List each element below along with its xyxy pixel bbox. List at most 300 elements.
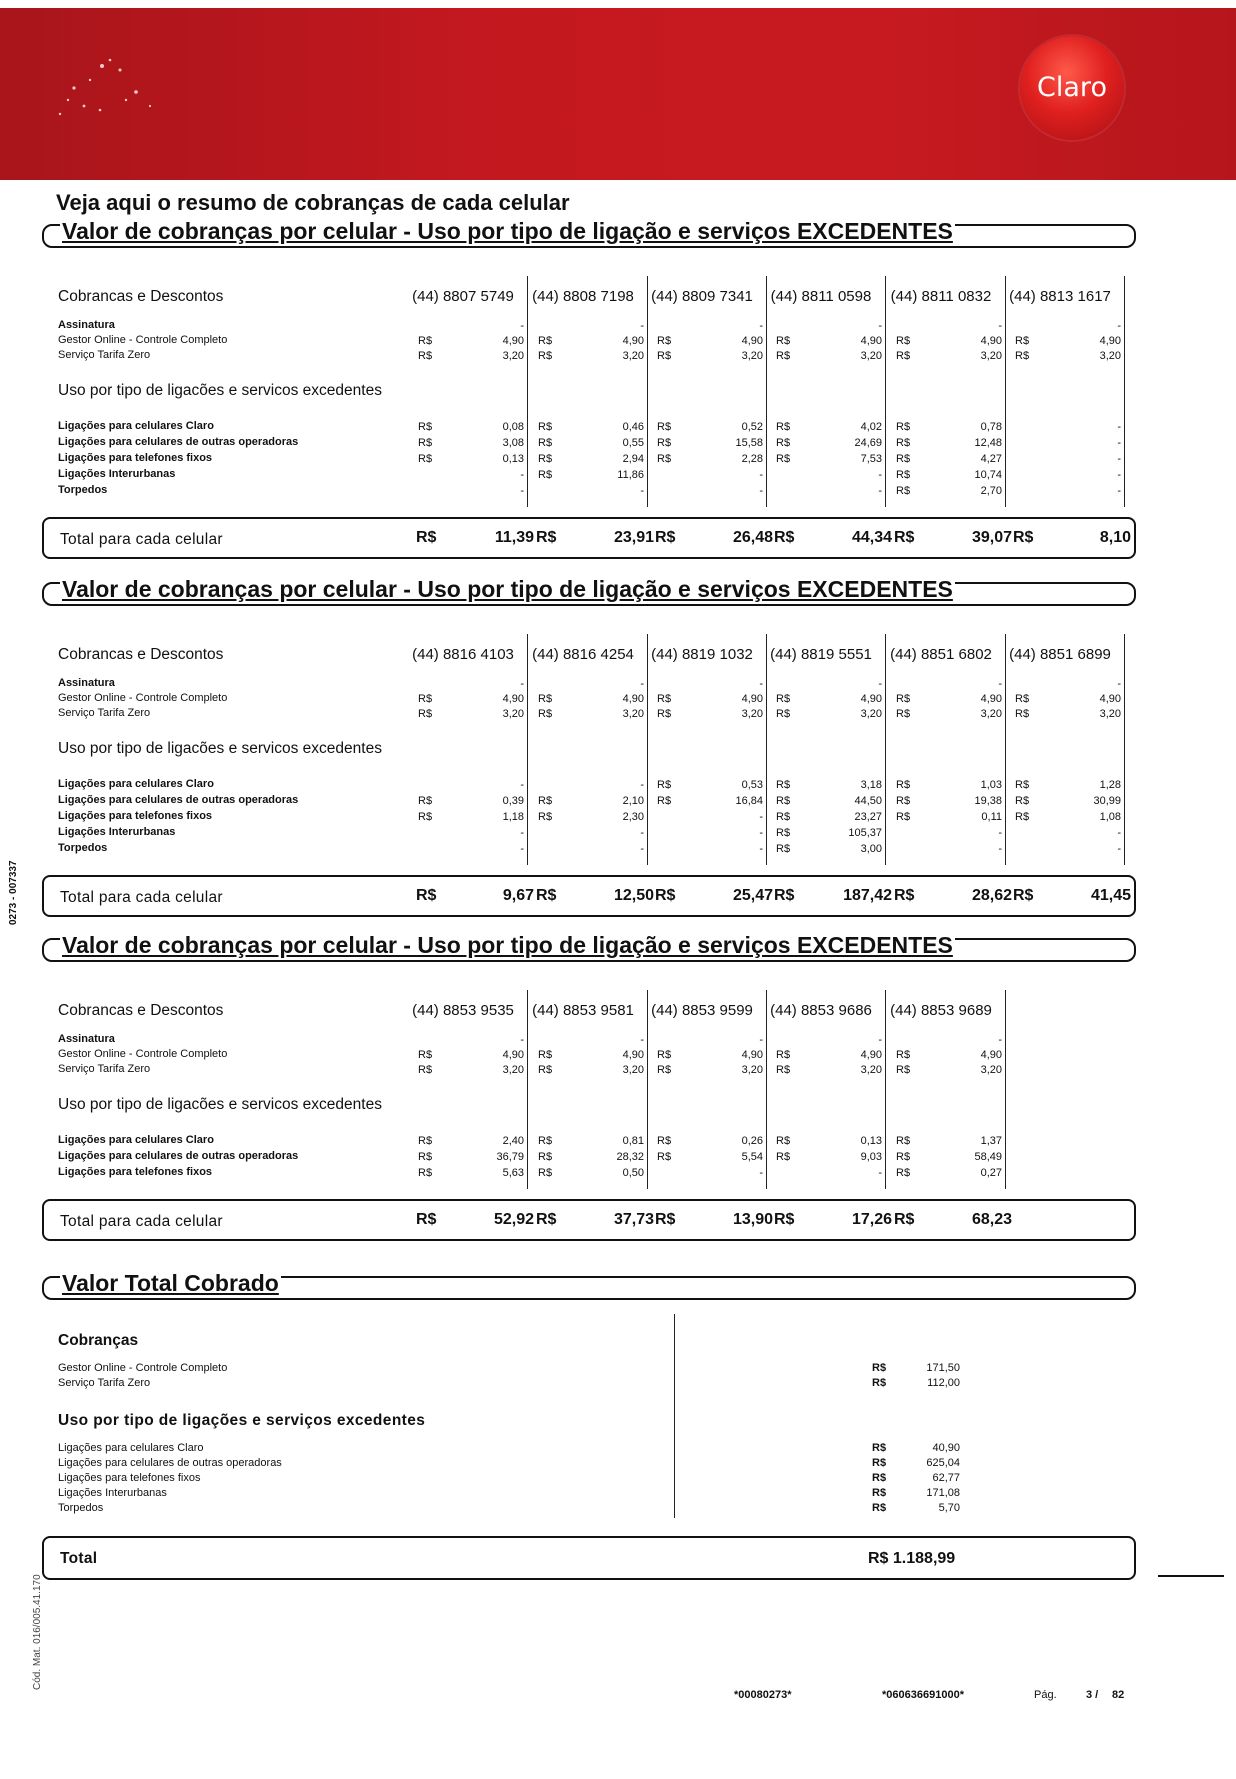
currency-symbol: R$ <box>538 1167 553 1179</box>
usage-value-cell <box>896 1135 1002 1149</box>
usage-value-cell <box>418 469 524 483</box>
amount: - <box>640 827 644 839</box>
amount: - <box>759 1034 763 1046</box>
column-divider <box>1124 276 1125 507</box>
usage-value-cell <box>538 469 644 483</box>
top-value-cell <box>1015 335 1121 349</box>
currency-symbol: R$ <box>538 811 553 823</box>
amount: - <box>520 320 524 332</box>
usage-value-cell <box>538 1151 644 1165</box>
total-amount: 44,34 <box>851 529 892 546</box>
row-label: Assinatura <box>58 319 115 331</box>
currency-symbol: R$ <box>418 1064 433 1076</box>
amount: 105,37 <box>848 827 882 839</box>
amount: 4,90 <box>860 1049 882 1061</box>
top-value-cell <box>776 678 882 692</box>
top-value-cell <box>418 708 524 722</box>
top-value-cell <box>896 320 1002 334</box>
currency-symbol: R$ <box>776 1135 791 1147</box>
row-label: Serviço Tarifa Zero <box>58 349 151 361</box>
phone-number: (44) 8853 9535 <box>412 1002 514 1019</box>
row-label: Serviço Tarifa Zero <box>58 707 151 719</box>
currency-symbol: R$ <box>657 1064 672 1076</box>
phone-number: (44) 8851 6899 <box>1009 646 1111 663</box>
usage-value-cell <box>657 843 763 857</box>
usage-row-label: Torpedos <box>58 484 108 496</box>
currency-symbol: R$ <box>896 708 911 720</box>
column-divider <box>885 634 886 865</box>
usage-value-cell <box>776 811 882 825</box>
column-divider <box>766 990 767 1189</box>
currency-symbol: R$ <box>418 708 433 720</box>
total-currency: R$ <box>655 1211 676 1228</box>
total-currency: R$ <box>774 529 795 546</box>
usage-value-cell <box>896 779 1002 793</box>
total-amount: 37,73 <box>613 1211 654 1228</box>
amount: - <box>1117 469 1121 481</box>
top-value-cell <box>776 708 882 722</box>
usage-value-cell <box>776 1135 882 1149</box>
currency-symbol: R$ <box>776 827 791 839</box>
top-value-cell <box>418 320 524 334</box>
amount: 0,53 <box>741 779 763 791</box>
amount: - <box>640 485 644 497</box>
amount: - <box>998 827 1002 839</box>
amount: 0,13 <box>502 453 524 465</box>
currency-symbol: R$ <box>538 795 553 807</box>
usage-subtitle: Uso por tipo de ligacões e servicos excedentes <box>58 1096 382 1113</box>
currency-symbol: R$ <box>657 1135 672 1147</box>
total-currency: R$ <box>894 1211 915 1228</box>
usage-row-label: Ligações para celulares de outras operadoras <box>58 1150 299 1162</box>
total-cell <box>536 887 654 907</box>
total-currency: R$ <box>416 529 437 546</box>
top-value-cell <box>776 1064 882 1078</box>
top-value-cell <box>1015 350 1121 364</box>
total-cell <box>655 1211 773 1231</box>
top-value-cell <box>538 693 644 707</box>
currency-symbol: R$ <box>538 350 553 362</box>
currency-symbol: R$ <box>538 708 553 720</box>
summary-header <box>42 1270 1136 1300</box>
column-divider <box>766 276 767 507</box>
amount: - <box>1117 678 1121 690</box>
total-currency: R$ <box>894 529 915 546</box>
usage-value-cell <box>657 1167 763 1181</box>
total-box <box>42 517 1136 559</box>
amount: - <box>640 1034 644 1046</box>
top-value-cell <box>418 1064 524 1078</box>
amount: 4,27 <box>980 453 1002 465</box>
total-cell <box>774 1211 892 1231</box>
usage-value-cell <box>1015 421 1121 435</box>
summary-row-currency: R$ <box>872 1457 887 1469</box>
summary-total-value: R$ 1.188,99 <box>868 1550 956 1567</box>
usage-value-cell <box>657 795 763 809</box>
currency-symbol: R$ <box>896 437 911 449</box>
total-currency: R$ <box>774 1211 795 1228</box>
amount: 0,26 <box>741 1135 763 1147</box>
total-amount: 26,48 <box>732 529 773 546</box>
total-cell <box>416 887 534 907</box>
summary-row-label: Ligações Interurbanas <box>58 1487 167 1499</box>
usage-value-cell <box>538 453 644 467</box>
amount: 24,69 <box>854 437 882 449</box>
currency-symbol: R$ <box>896 1167 911 1179</box>
total-box <box>42 875 1136 917</box>
top-value-cell <box>1015 320 1121 334</box>
currency-symbol: R$ <box>657 453 672 465</box>
amount: 4,90 <box>622 335 644 347</box>
amount: 4,90 <box>1099 693 1121 705</box>
total-cell <box>774 887 892 907</box>
amount: 0,52 <box>741 421 763 433</box>
amount: 4,90 <box>1099 335 1121 347</box>
currency-symbol: R$ <box>776 437 791 449</box>
summary-row-currency: R$ <box>872 1377 887 1389</box>
usage-value-cell <box>657 811 763 825</box>
phone-number: (44) 8819 1032 <box>651 646 753 663</box>
summary-section <box>42 1270 1136 1580</box>
category-label: Cobrancas e Descontos <box>58 646 224 663</box>
amount: 16,84 <box>735 795 763 807</box>
amount: 7,53 <box>860 453 882 465</box>
usage-row-label: Ligações para telefones fixos <box>58 452 213 464</box>
phone-number: (44) 8813 1617 <box>1009 288 1111 305</box>
summary-total-box <box>42 1536 1136 1580</box>
section-title: Valor de cobranças por celular - Uso por tipo de ligação e serviços EXCEDENTES <box>62 932 953 958</box>
total-amount: 13,90 <box>732 1211 773 1228</box>
amount: 15,58 <box>735 437 763 449</box>
currency-symbol: R$ <box>418 693 433 705</box>
footer-page-label: Pág. <box>1034 1689 1057 1701</box>
amount: 44,50 <box>854 795 882 807</box>
summary-row-currency: R$ <box>872 1472 887 1484</box>
amount: - <box>759 1167 763 1179</box>
usage-value-cell <box>776 421 882 435</box>
total-cell <box>894 1211 1012 1231</box>
currency-symbol: R$ <box>657 421 672 433</box>
currency-symbol: R$ <box>538 421 553 433</box>
usage-value-cell <box>1015 469 1121 483</box>
currency-symbol: R$ <box>896 421 911 433</box>
currency-symbol: R$ <box>896 1049 911 1061</box>
total-cell <box>416 529 534 549</box>
top-value-cell <box>657 335 763 349</box>
amount: - <box>998 320 1002 332</box>
usage-value-cell <box>418 1167 524 1181</box>
amount: - <box>640 678 644 690</box>
usage-value-cell <box>657 437 763 451</box>
usage-value-cell <box>776 485 882 499</box>
usage-value-cell <box>776 1151 882 1165</box>
currency-symbol: R$ <box>896 1151 911 1163</box>
usage-value-cell <box>896 795 1002 809</box>
usage-value-cell <box>896 469 1002 483</box>
top-value-cell <box>776 320 882 334</box>
amount: - <box>759 485 763 497</box>
usage-value-cell <box>538 421 644 435</box>
currency-symbol: R$ <box>776 693 791 705</box>
amount: 10,74 <box>974 469 1002 481</box>
total-cell <box>1013 529 1131 549</box>
usage-subtitle: Uso por tipo de ligacões e servicos excedentes <box>58 382 382 399</box>
phone-number: (44) 8809 7341 <box>651 288 753 305</box>
amount: 3,20 <box>622 350 644 362</box>
amount: - <box>998 678 1002 690</box>
amount: 3,20 <box>622 1064 644 1076</box>
usage-row-label: Ligações para celulares Claro <box>58 778 214 790</box>
usage-value-cell <box>1015 843 1121 857</box>
usage-value-cell <box>538 795 644 809</box>
amount: - <box>878 485 882 497</box>
usage-value-cell <box>1015 485 1121 499</box>
amount: 4,02 <box>860 421 882 433</box>
top-value-cell <box>896 1049 1002 1063</box>
phone-number: (44) 8807 5749 <box>412 288 514 305</box>
total-currency: R$ <box>536 887 557 904</box>
top-value-cell <box>418 693 524 707</box>
usage-value-cell <box>657 453 763 467</box>
currency-symbol: R$ <box>538 693 553 705</box>
phone-number: (44) 8811 0832 <box>890 288 992 305</box>
side-material-code: Cód. Mat. 016/005.41.170 <box>32 1574 43 1690</box>
phone-number: (44) 8808 7198 <box>532 288 634 305</box>
total-cell <box>1013 887 1131 907</box>
amount: 2,70 <box>980 485 1002 497</box>
summary-total-label: Total <box>60 1550 98 1567</box>
amount: - <box>998 1034 1002 1046</box>
currency-symbol: R$ <box>538 469 553 481</box>
top-value-cell <box>1015 693 1121 707</box>
total-label: Total para cada celular <box>60 889 223 906</box>
top-value-cell <box>418 678 524 692</box>
top-value-cell <box>776 350 882 364</box>
currency-symbol: R$ <box>896 693 911 705</box>
amount: 3,20 <box>980 350 1002 362</box>
amount: 0,46 <box>622 421 644 433</box>
usage-value-cell <box>657 779 763 793</box>
usage-value-cell <box>418 811 524 825</box>
section-header <box>42 576 1136 606</box>
category-label: Cobrancas e Descontos <box>58 288 224 305</box>
total-amount: 12,50 <box>613 887 654 904</box>
currency-symbol: R$ <box>538 1151 553 1163</box>
top-value-cell <box>657 1064 763 1078</box>
amount: - <box>1117 437 1121 449</box>
phone-number: (44) 8851 6802 <box>890 646 992 663</box>
column-divider <box>885 276 886 507</box>
currency-symbol: R$ <box>896 335 911 347</box>
currency-symbol: R$ <box>538 1064 553 1076</box>
currency-symbol: R$ <box>896 795 911 807</box>
top-value-cell <box>538 350 644 364</box>
usage-value-cell <box>896 437 1002 451</box>
footer-page-number: 3 / <box>1086 1689 1099 1701</box>
top-value-cell <box>538 1049 644 1063</box>
currency-symbol: R$ <box>657 1151 672 1163</box>
amount: - <box>640 779 644 791</box>
summary-divider <box>674 1314 675 1518</box>
currency-symbol: R$ <box>1015 350 1030 362</box>
currency-symbol: R$ <box>896 485 911 497</box>
usage-value-cell <box>1015 827 1121 841</box>
usage-value-cell <box>657 1151 763 1165</box>
total-currency: R$ <box>655 529 676 546</box>
currency-symbol: R$ <box>896 1064 911 1076</box>
amount: 0,39 <box>502 795 524 807</box>
amount: 3,18 <box>860 779 882 791</box>
usage-value-cell <box>776 453 882 467</box>
currency-symbol: R$ <box>538 453 553 465</box>
summary-row-currency: R$ <box>872 1362 887 1374</box>
footer-page-total: 82 <box>1112 1689 1125 1701</box>
amount: 2,10 <box>622 795 644 807</box>
amount: 4,90 <box>741 693 763 705</box>
usage-subtitle: Uso por tipo de ligacões e servicos excedentes <box>58 740 382 757</box>
currency-symbol: R$ <box>538 1049 553 1061</box>
amount: 30,99 <box>1093 795 1121 807</box>
amount: - <box>1117 485 1121 497</box>
amount: 4,90 <box>980 335 1002 347</box>
total-amount: 25,47 <box>732 887 773 904</box>
row-label: Serviço Tarifa Zero <box>58 1063 151 1075</box>
total-cell <box>536 529 654 549</box>
currency-symbol: R$ <box>776 453 791 465</box>
amount: 3,20 <box>502 1064 524 1076</box>
usage-value-cell <box>418 827 524 841</box>
total-amount: 41,45 <box>1090 887 1131 904</box>
total-amount: 17,26 <box>851 1211 892 1228</box>
section-title: Valor de cobranças por celular - Uso por tipo de ligação e serviços EXCEDENTES <box>62 218 953 244</box>
usage-value-cell <box>657 421 763 435</box>
amount: 4,90 <box>860 693 882 705</box>
amount: 3,00 <box>860 843 882 855</box>
top-value-cell <box>896 350 1002 364</box>
currency-symbol: R$ <box>1015 708 1030 720</box>
currency-symbol: R$ <box>776 350 791 362</box>
amount: - <box>1117 320 1121 332</box>
row-label: Gestor Online - Controle Completo <box>58 334 228 346</box>
top-value-cell <box>538 708 644 722</box>
amount: - <box>998 843 1002 855</box>
column-divider <box>647 634 648 865</box>
summary-row-currency: R$ <box>872 1442 887 1454</box>
usage-value-cell <box>418 453 524 467</box>
currency-symbol: R$ <box>418 811 433 823</box>
top-value-cell <box>538 1064 644 1078</box>
amount: 4,90 <box>741 1049 763 1061</box>
usage-value-cell <box>896 1151 1002 1165</box>
usage-value-cell <box>776 843 882 857</box>
total-currency: R$ <box>416 1211 437 1228</box>
amount: 19,38 <box>974 795 1002 807</box>
section-header <box>42 218 1136 248</box>
currency-symbol: R$ <box>1015 693 1030 705</box>
currency-symbol: R$ <box>1015 811 1030 823</box>
section-header <box>42 932 1136 962</box>
charges-section <box>42 218 1136 559</box>
currency-symbol: R$ <box>776 1064 791 1076</box>
amount: 5,63 <box>502 1167 524 1179</box>
total-cell <box>894 887 1012 907</box>
amount: 23,27 <box>854 811 882 823</box>
amount: - <box>520 1034 524 1046</box>
top-value-cell <box>896 708 1002 722</box>
amount: - <box>878 1034 882 1046</box>
row-label: Assinatura <box>58 677 115 689</box>
total-cell <box>536 1211 654 1231</box>
currency-symbol: R$ <box>418 453 433 465</box>
usage-value-cell <box>657 827 763 841</box>
usage-value-cell <box>776 779 882 793</box>
amount: - <box>520 469 524 481</box>
usage-value-cell <box>776 1167 882 1181</box>
phone-number: (44) 8853 9599 <box>651 1002 753 1019</box>
amount: - <box>1117 453 1121 465</box>
top-value-cell <box>418 350 524 364</box>
total-cell <box>416 1211 534 1231</box>
amount: 4,90 <box>741 335 763 347</box>
summary-usage-label: Uso por tipo de ligações e serviços excedentes <box>58 1412 426 1429</box>
amount: - <box>878 678 882 690</box>
amount: - <box>1117 421 1121 433</box>
usage-row-label: Ligações para telefones fixos <box>58 1166 213 1178</box>
total-currency: R$ <box>536 1211 557 1228</box>
currency-symbol: R$ <box>776 779 791 791</box>
usage-value-cell <box>538 811 644 825</box>
amount: - <box>640 843 644 855</box>
total-currency: R$ <box>1013 529 1034 546</box>
amount: 11,86 <box>617 469 644 481</box>
usage-value-cell <box>896 1167 1002 1181</box>
currency-symbol: R$ <box>418 437 433 449</box>
usage-value-cell <box>657 1135 763 1149</box>
usage-row-label: Ligações Interurbanas <box>58 826 176 838</box>
footer-code-1: *00080273* <box>734 1689 792 1701</box>
usage-value-cell <box>418 1135 524 1149</box>
usage-row-label: Torpedos <box>58 842 108 854</box>
top-value-cell <box>538 335 644 349</box>
usage-row-label: Ligações para telefones fixos <box>58 810 213 822</box>
currency-symbol: R$ <box>657 795 672 807</box>
amount: 2,40 <box>502 1135 524 1147</box>
amount: - <box>878 469 882 481</box>
usage-row-label: Ligações Interurbanas <box>58 468 176 480</box>
amount: 12,48 <box>974 437 1002 449</box>
currency-symbol: R$ <box>538 335 553 347</box>
total-amount: 39,07 <box>971 529 1012 546</box>
logo-text: Claro <box>1037 72 1107 103</box>
amount: - <box>759 678 763 690</box>
column-divider <box>647 276 648 507</box>
top-value-cell <box>657 320 763 334</box>
top-value-cell <box>418 1034 524 1048</box>
usage-row-label: Ligações para celulares Claro <box>58 1134 214 1146</box>
top-value-cell <box>538 320 644 334</box>
usage-value-cell <box>776 827 882 841</box>
usage-value-cell <box>538 485 644 499</box>
column-divider <box>1005 990 1006 1189</box>
summary-row-value: 171,08 <box>926 1487 960 1499</box>
total-amount: 52,92 <box>493 1211 534 1228</box>
currency-symbol: R$ <box>1015 335 1030 347</box>
top-value-cell <box>896 693 1002 707</box>
summary-row-label: Ligações para telefones fixos <box>58 1472 201 1484</box>
currency-symbol: R$ <box>776 811 791 823</box>
top-value-cell <box>657 350 763 364</box>
amount: 0,11 <box>981 811 1002 823</box>
